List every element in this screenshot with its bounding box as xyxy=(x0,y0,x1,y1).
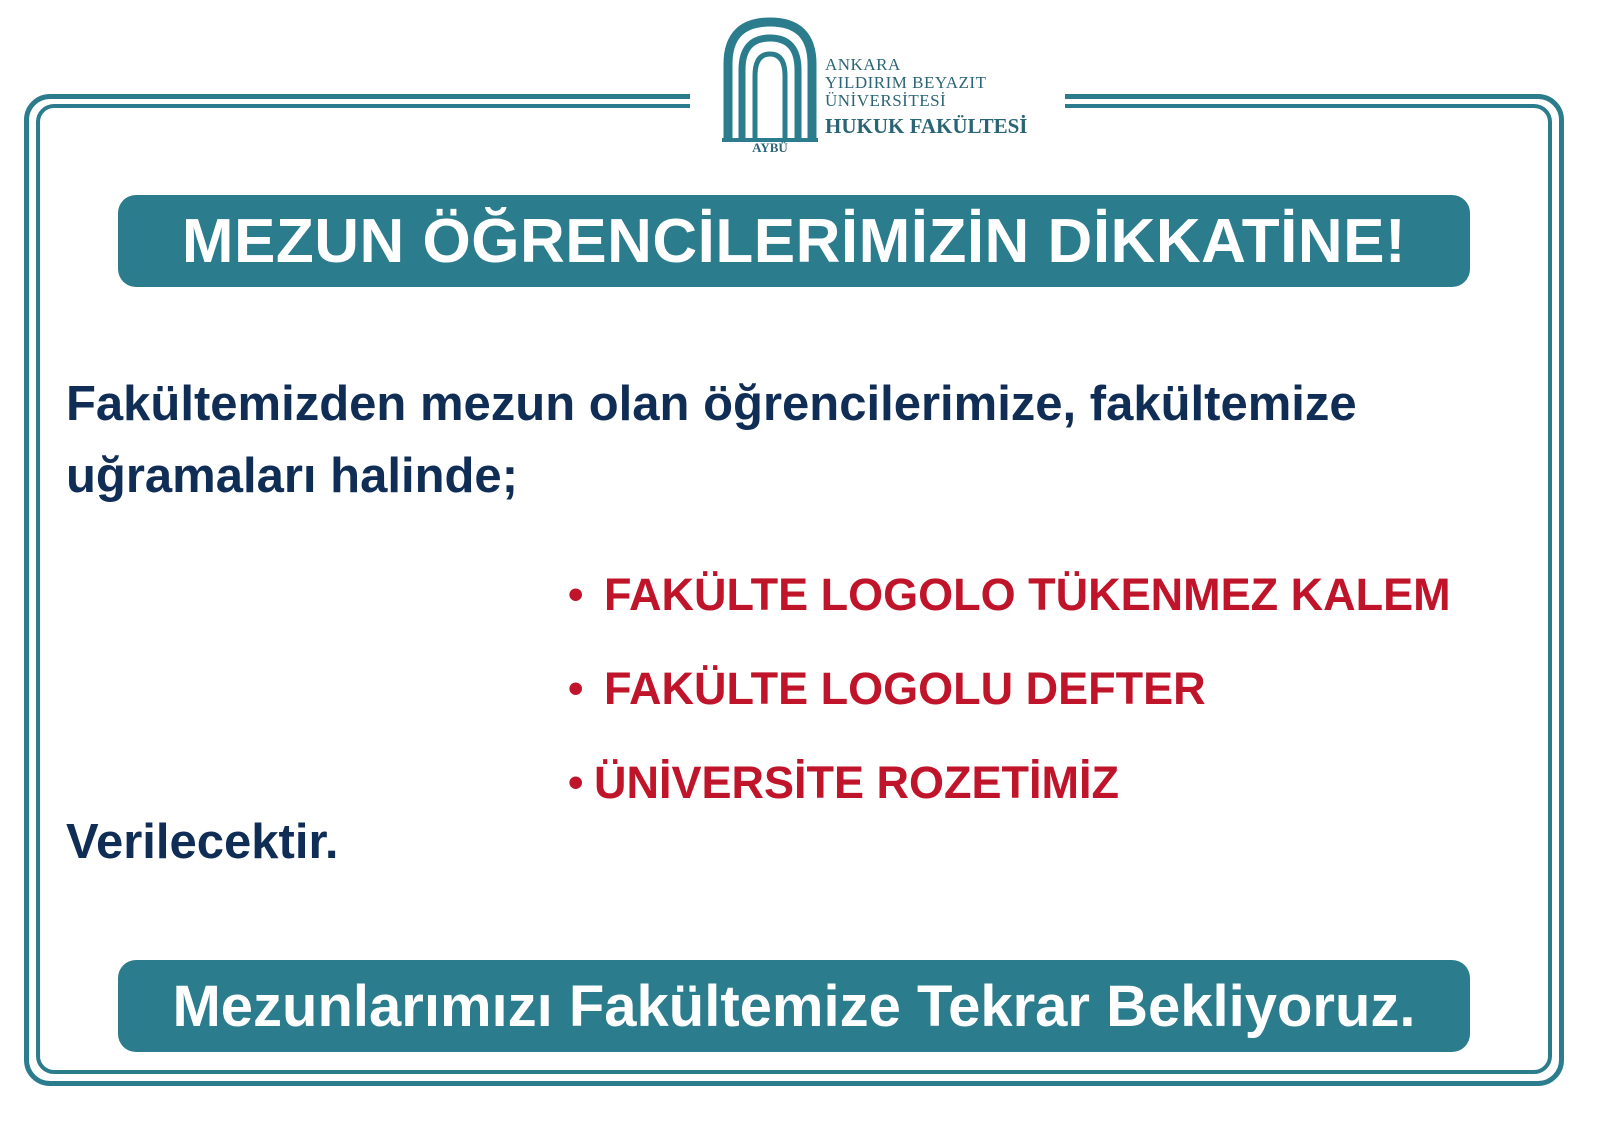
logo-line-4: HUKUK FAKÜLTESİ xyxy=(825,114,1028,138)
footer-banner xyxy=(118,960,1470,1052)
list-item-label: FAKÜLTE LOGOLO TÜKENMEZ KALEM xyxy=(604,569,1451,620)
list-item-label: FAKÜLTE LOGOLU DEFTER xyxy=(604,663,1206,714)
arch-logo-icon xyxy=(720,14,820,154)
bullet-icon: • xyxy=(568,664,584,713)
list-item xyxy=(568,736,1498,830)
logo-mark-label: AYBÜ xyxy=(752,140,788,154)
heading-banner xyxy=(118,195,1470,287)
logo-line-1: ANKARA xyxy=(825,55,901,74)
bullet-icon: • xyxy=(568,758,584,807)
logo-text xyxy=(825,56,1027,140)
closing-text: Verilecektir. xyxy=(66,815,339,869)
intro-text: Fakültemizden mezun olan öğrencilerimize, fakültemize uğramaları halinde; xyxy=(66,377,1357,503)
university-logo xyxy=(720,14,1080,154)
logo-line-2: YILDIRIM BEYAZIT xyxy=(825,73,987,92)
gift-list xyxy=(568,548,1498,830)
list-item xyxy=(568,548,1498,642)
list-item xyxy=(568,642,1498,736)
list-item-label: ÜNİVERSİTE ROZETİMİZ xyxy=(594,757,1120,808)
logo-line-3: ÜNİVERSİTESİ xyxy=(825,91,947,110)
heading-text: MEZUN ÖĞRENCİLERİMİZİN DİKKATİNE! xyxy=(181,206,1407,276)
footer-text: Mezunlarımızı Fakültemize Tekrar Bekliyoruz. xyxy=(172,973,1416,1039)
bullet-icon: • xyxy=(568,570,584,619)
